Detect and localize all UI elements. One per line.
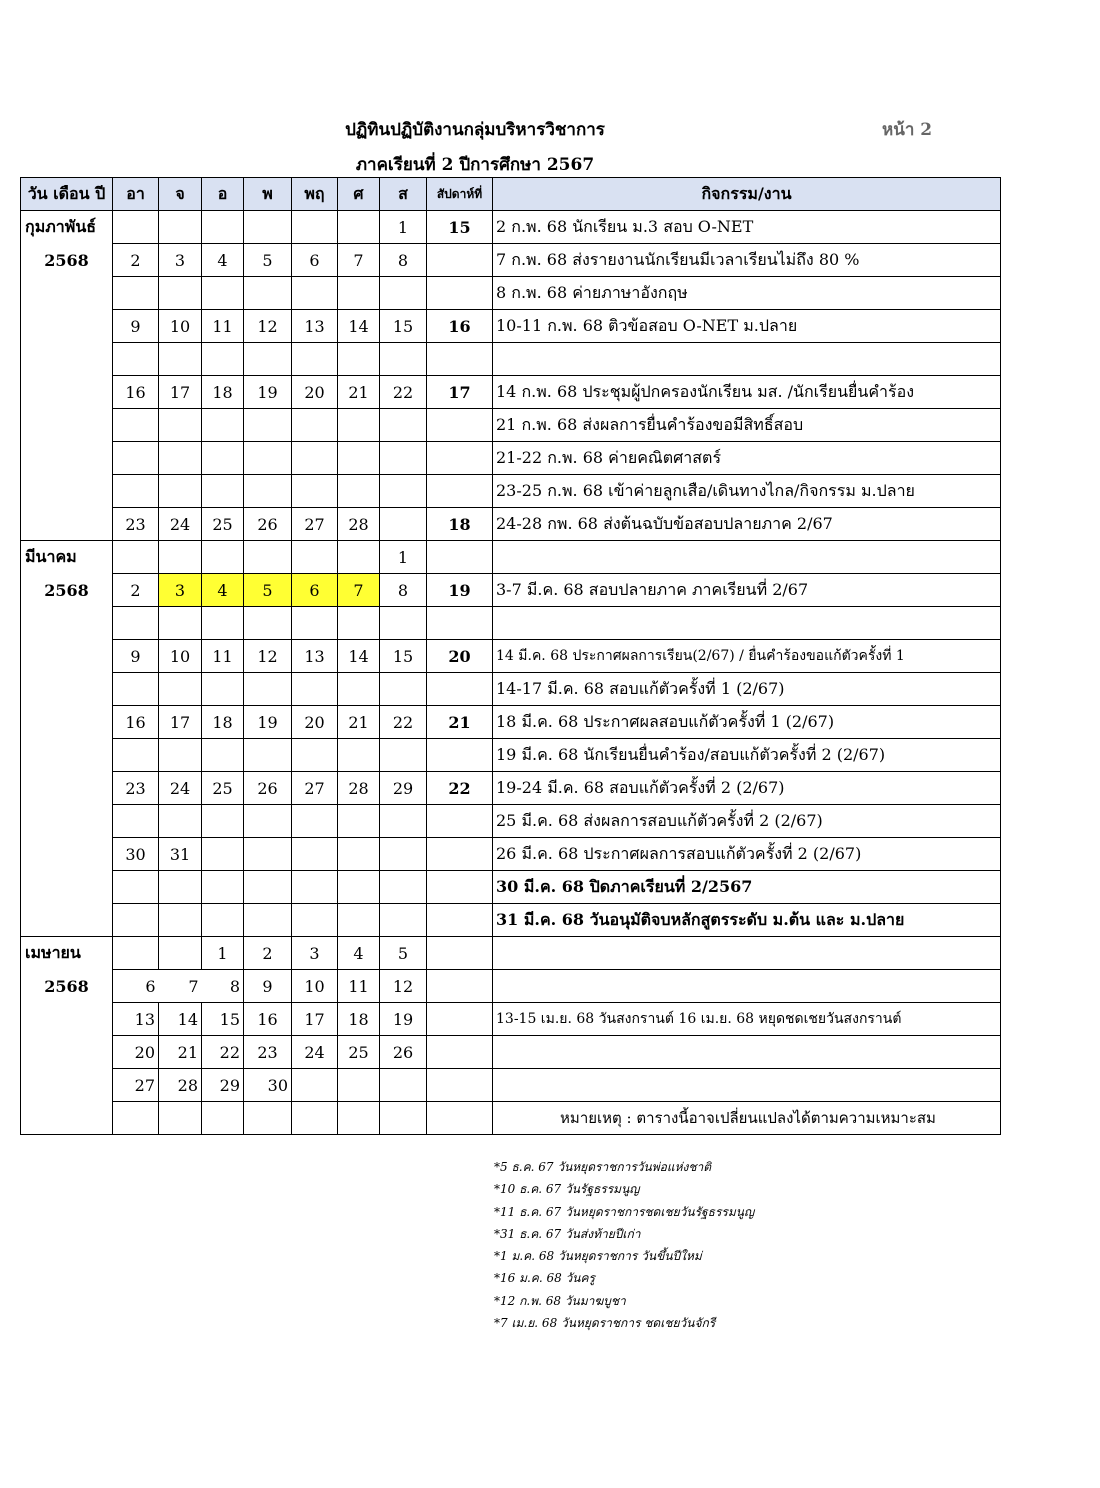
day-cell: 19 (244, 376, 292, 409)
col-activity: กิจกรรม/งาน (493, 178, 1001, 211)
day-cell: 19 (244, 706, 292, 739)
week-number: 16 (427, 310, 493, 343)
header-row (21, 178, 1001, 211)
day-cell: 24 (292, 1036, 338, 1069)
day-cell: 20 (292, 706, 338, 739)
activity-cell: 19-24 มี.ค. 68 สอบแก้ตัวครั้งที่ 2 (2/67) (493, 772, 1001, 805)
footnote: *5 ธ.ค. 67 วันหยุดราชการวันพ่อแห่งชาติ (494, 1160, 712, 1174)
day-cell: 18 (202, 376, 244, 409)
col-fri: ศ (338, 178, 380, 211)
day-cell: 22 (380, 376, 427, 409)
day-cell: 31 (159, 838, 202, 871)
day-cell: 15 (380, 640, 427, 673)
day-cell: 7 (338, 244, 380, 277)
table-row (21, 607, 1001, 640)
day-cell: 6 (113, 970, 159, 1003)
table-row (21, 805, 1001, 838)
activity-cell: 31 มี.ค. 68 วันอนุมัติจบหลักสูตรระดับ ม.ต้น และ ม.ปลาย (493, 904, 1001, 937)
day-cell: 23 (113, 772, 159, 805)
day-cell: 22 (202, 1036, 244, 1069)
table-row (21, 211, 1001, 244)
day-cell: 20 (113, 1036, 159, 1069)
week-number: 19 (427, 574, 493, 607)
day-cell: 6 (292, 244, 338, 277)
day-cell: 16 (113, 376, 159, 409)
col-wed: พ (244, 178, 292, 211)
exam-day-cell: 5 (244, 574, 292, 607)
table-row (21, 277, 1001, 310)
day-cell: 9 (244, 970, 292, 1003)
table-row (21, 310, 1001, 343)
day-cell: 13 (292, 310, 338, 343)
day-cell: 2 (113, 244, 159, 277)
col-sun: อา (113, 178, 159, 211)
activity-cell: 23-25 ก.พ. 68 เข้าค่ายลูกเสือ/เดินทางไกล/กิจกรรม ม.ปลาย (493, 475, 1001, 508)
activity-cell: 26 มี.ค. 68 ประกาศผลการสอบแก้ตัวครั้งที่ 2 (2/67) (493, 838, 1001, 871)
remark-note: หมายเหตุ : ตารางนี้อาจเปลี่ยนแปลงได้ตามความเหมาะสม (493, 1102, 1001, 1135)
table-row (21, 739, 1001, 772)
day-cell: 22 (380, 706, 427, 739)
day-cell: 2 (113, 574, 159, 607)
document-title: ปฏิทินปฏิบัติงานกลุ่มบริหารวิชาการ (345, 120, 605, 140)
activity-cell: 3-7 มี.ค. 68 สอบปลายภาค ภาคเรียนที่ 2/67 (493, 574, 1001, 607)
day-cell: 18 (202, 706, 244, 739)
col-mon: จ (159, 178, 202, 211)
day-cell: 12 (244, 640, 292, 673)
day-cell: 14 (338, 640, 380, 673)
month-year: 2568 (21, 244, 113, 277)
day-cell: 8 (380, 244, 427, 277)
day-cell: 11 (202, 310, 244, 343)
day-cell: 11 (338, 970, 380, 1003)
day-cell: 4 (202, 244, 244, 277)
exam-day-cell: 4 (202, 574, 244, 607)
activity-cell: 18 มี.ค. 68 ประกาศผลสอบแก้ตัวครั้งที่ 1 (2/67) (493, 706, 1001, 739)
day-cell: 27 (292, 772, 338, 805)
day-cell: 28 (338, 772, 380, 805)
day-cell: 15 (202, 1003, 244, 1036)
day-cell: 9 (113, 310, 159, 343)
day-cell: 30 (113, 838, 159, 871)
day-cell: 28 (338, 508, 380, 541)
day-cell: 28 (159, 1069, 202, 1102)
footnote: *31 ธ.ค. 67 วันส่งท้ายปีเก่า (494, 1226, 641, 1241)
day-cell: 29 (202, 1069, 244, 1102)
activity-cell: 25 มี.ค. 68 ส่งผลการสอบแก้ตัวครั้งที่ 2 (2/67) (493, 805, 1001, 838)
month-label: มีนาคม (21, 541, 113, 574)
col-thu: พฤ (292, 178, 338, 211)
day-cell: 21 (338, 706, 380, 739)
day-cell: 8 (202, 970, 244, 1003)
activity-cell: 10-11 ก.พ. 68 ติวข้อสอบ O-NET ม.ปลาย (493, 310, 1001, 343)
day-cell: 26 (244, 508, 292, 541)
day-cell: 23 (113, 508, 159, 541)
week-number: 15 (427, 211, 493, 244)
activity-cell: 13-15 เม.ย. 68 วันสงกรานต์ 16 เม.ย. 68 หยุดชดเชยวันสงกรานต์ (493, 1003, 1001, 1036)
month-year: 2568 (21, 574, 113, 607)
month-label: กุมภาพันธ์ (21, 211, 113, 244)
table-row (21, 772, 1001, 805)
day-cell: 21 (159, 1036, 202, 1069)
day-cell: 30 (244, 1069, 292, 1102)
day-cell: 25 (202, 772, 244, 805)
day-cell: 12 (244, 310, 292, 343)
activity-cell: 21-22 ก.พ. 68 ค่ายคณิตศาสตร์ (493, 442, 1001, 475)
day-cell: 17 (159, 376, 202, 409)
day-cell: 1 (380, 211, 427, 244)
col-sat: ส (380, 178, 427, 211)
day-cell: 7 (159, 970, 202, 1003)
table-row (21, 574, 1001, 607)
table-row (21, 838, 1001, 871)
table-row (21, 541, 1001, 574)
day-cell: 4 (338, 937, 380, 970)
day-cell: 8 (380, 574, 427, 607)
day-cell: 27 (113, 1069, 159, 1102)
day-cell: 25 (338, 1036, 380, 1069)
table-row (21, 1036, 1001, 1069)
day-cell: 11 (202, 640, 244, 673)
table-row (21, 475, 1001, 508)
table-row (21, 904, 1001, 937)
day-cell: 1 (380, 541, 427, 574)
footnote: *1 ม.ค. 68 วันหยุดราชการ วันขึ้นปีใหม่ (494, 1249, 702, 1264)
activity-cell: 8 ก.พ. 68 ค่ายภาษาอังกฤษ (493, 277, 1001, 310)
document-subtitle: ภาคเรียนที่ 2 ปีการศึกษา 2567 (355, 155, 595, 175)
day-cell: 14 (338, 310, 380, 343)
col-date: วัน เดือน ปี (21, 178, 113, 211)
day-cell: 15 (380, 310, 427, 343)
day-cell: 26 (244, 772, 292, 805)
table-row (21, 706, 1001, 739)
day-cell: 18 (338, 1003, 380, 1036)
day-cell: 23 (244, 1036, 292, 1069)
table-row (21, 871, 1001, 904)
day-cell: 17 (159, 706, 202, 739)
footnote: *12 ก.พ. 68 วันมาฆบูชา (494, 1293, 626, 1308)
day-cell: 24 (159, 508, 202, 541)
col-tue: อ (202, 178, 244, 211)
day-cell: 5 (244, 244, 292, 277)
week-number: 21 (427, 706, 493, 739)
academic-calendar-table (20, 177, 1001, 1135)
footnote: *7 เม.ย. 68 วันหยุดราชการ ชดเชยวันจักรี (494, 1316, 716, 1331)
month-label: เมษายน (21, 937, 113, 970)
table-row (21, 442, 1001, 475)
day-cell: 29 (380, 772, 427, 805)
table-row (21, 1003, 1001, 1036)
day-cell: 2 (244, 937, 292, 970)
day-cell: 1 (202, 937, 244, 970)
table-row (21, 409, 1001, 442)
day-cell: 3 (159, 244, 202, 277)
exam-day-cell: 7 (338, 574, 380, 607)
table-row (21, 1102, 1001, 1135)
day-cell: 10 (159, 310, 202, 343)
activity-cell: 19 มี.ค. 68 นักเรียนยื่นคำร้อง/สอบแก้ตัวครั้งที่ 2 (2/67) (493, 739, 1001, 772)
footnote: *16 ม.ค. 68 วันครู (494, 1271, 595, 1286)
day-cell: 16 (244, 1003, 292, 1036)
footnote: *10 ธ.ค. 67 วันรัฐธรรมนูญ (494, 1182, 640, 1197)
table-row (21, 673, 1001, 706)
table-row (21, 343, 1001, 376)
day-cell: 17 (292, 1003, 338, 1036)
day-cell: 10 (292, 970, 338, 1003)
day-cell: 25 (202, 508, 244, 541)
week-number: 20 (427, 640, 493, 673)
exam-day-cell: 3 (159, 574, 202, 607)
activity-cell: 14 มี.ค. 68 ประกาศผลการเรียน(2/67) / ยื่นคำร้องขอแก้ตัวครั้งที่ 1 (493, 640, 1001, 673)
page-number: หน้า 2 (882, 120, 933, 140)
activity-cell: 14 ก.พ. 68 ประชุมผู้ปกครองนักเรียน มส. /นักเรียนยื่นคำร้อง (493, 376, 1001, 409)
activity-cell: 14-17 มี.ค. 68 สอบแก้ตัวครั้งที่ 1 (2/67) (493, 673, 1001, 706)
table-row (21, 640, 1001, 673)
col-week: สัปดาห์ที่ (427, 178, 493, 211)
activity-cell: 7 ก.พ. 68 ส่งรายงานนักเรียนมีเวลาเรียนไม่ถึง 80 % (493, 244, 1001, 277)
day-cell: 5 (380, 937, 427, 970)
activity-cell: 21 ก.พ. 68 ส่งผลการยื่นคำร้องขอมีสิทธิ์สอบ (493, 409, 1001, 442)
activity-cell: 30 มี.ค. 68 ปิดภาคเรียนที่ 2/2567 (493, 871, 1001, 904)
day-cell: 14 (159, 1003, 202, 1036)
day-cell: 9 (113, 640, 159, 673)
exam-day-cell: 6 (292, 574, 338, 607)
day-cell: 13 (292, 640, 338, 673)
table-row (21, 508, 1001, 541)
activity-cell: 2 ก.พ. 68 นักเรียน ม.3 สอบ O-NET (493, 211, 1001, 244)
footnote: *11 ธ.ค. 67 วันหยุดราชการชดเชยวันรัฐธรรมนูญ (494, 1204, 755, 1219)
day-cell: 27 (292, 508, 338, 541)
table-row (21, 244, 1001, 277)
day-cell: 26 (380, 1036, 427, 1069)
day-cell: 16 (113, 706, 159, 739)
day-cell: 20 (292, 376, 338, 409)
table-row (21, 1069, 1001, 1102)
day-cell: 12 (380, 970, 427, 1003)
month-year: 2568 (21, 970, 113, 1003)
day-cell: 19 (380, 1003, 427, 1036)
day-cell: 21 (338, 376, 380, 409)
day-cell: 10 (159, 640, 202, 673)
holiday-footnotes (494, 1156, 754, 1334)
table-row (21, 376, 1001, 409)
day-cell: 13 (113, 1003, 159, 1036)
week-number: 22 (427, 772, 493, 805)
table-row (21, 937, 1001, 970)
activity-cell: 24-28 กพ. 68 ส่งต้นฉบับข้อสอบปลายภาค 2/67 (493, 508, 1001, 541)
week-number: 17 (427, 376, 493, 409)
week-number: 18 (427, 508, 493, 541)
day-cell: 24 (159, 772, 202, 805)
table-row (21, 970, 1001, 1003)
day-cell: 3 (292, 937, 338, 970)
